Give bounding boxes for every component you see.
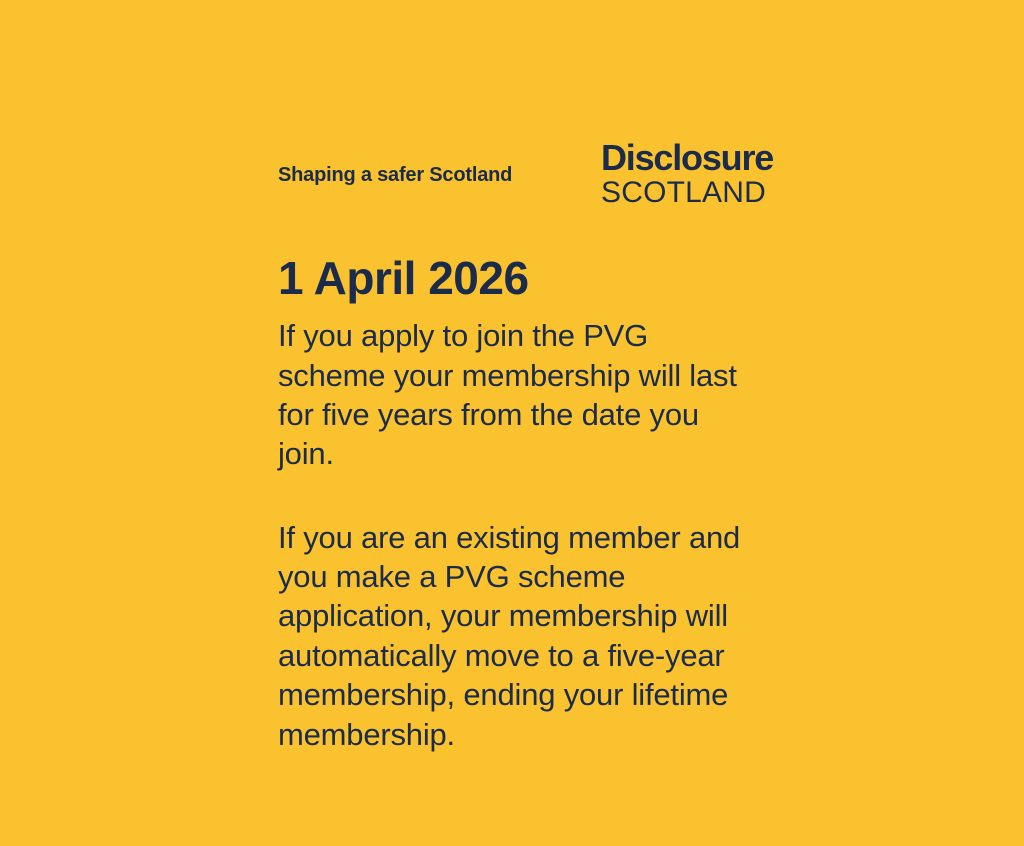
- card-content: [278, 137, 778, 785]
- body-paragraph-2: If you are an existing member and you make a PVG scheme application, your membership will automatically move to a five-year membership, ending your lifetime membership.: [278, 519, 741, 752]
- tagline: Shaping a safer Scotland: [278, 164, 513, 186]
- logo-line-scotland: SCOTLAND: [601, 176, 766, 209]
- body-paragraph-1: If you apply to join the PVG scheme your membership will last for five years from the date you join.: [278, 318, 737, 472]
- logo-line-disclosure: Disclosure: [601, 137, 774, 178]
- disclosure-scotland-logo: [601, 137, 774, 209]
- page-title: 1 April 2026: [278, 252, 529, 304]
- card-header: [278, 137, 778, 220]
